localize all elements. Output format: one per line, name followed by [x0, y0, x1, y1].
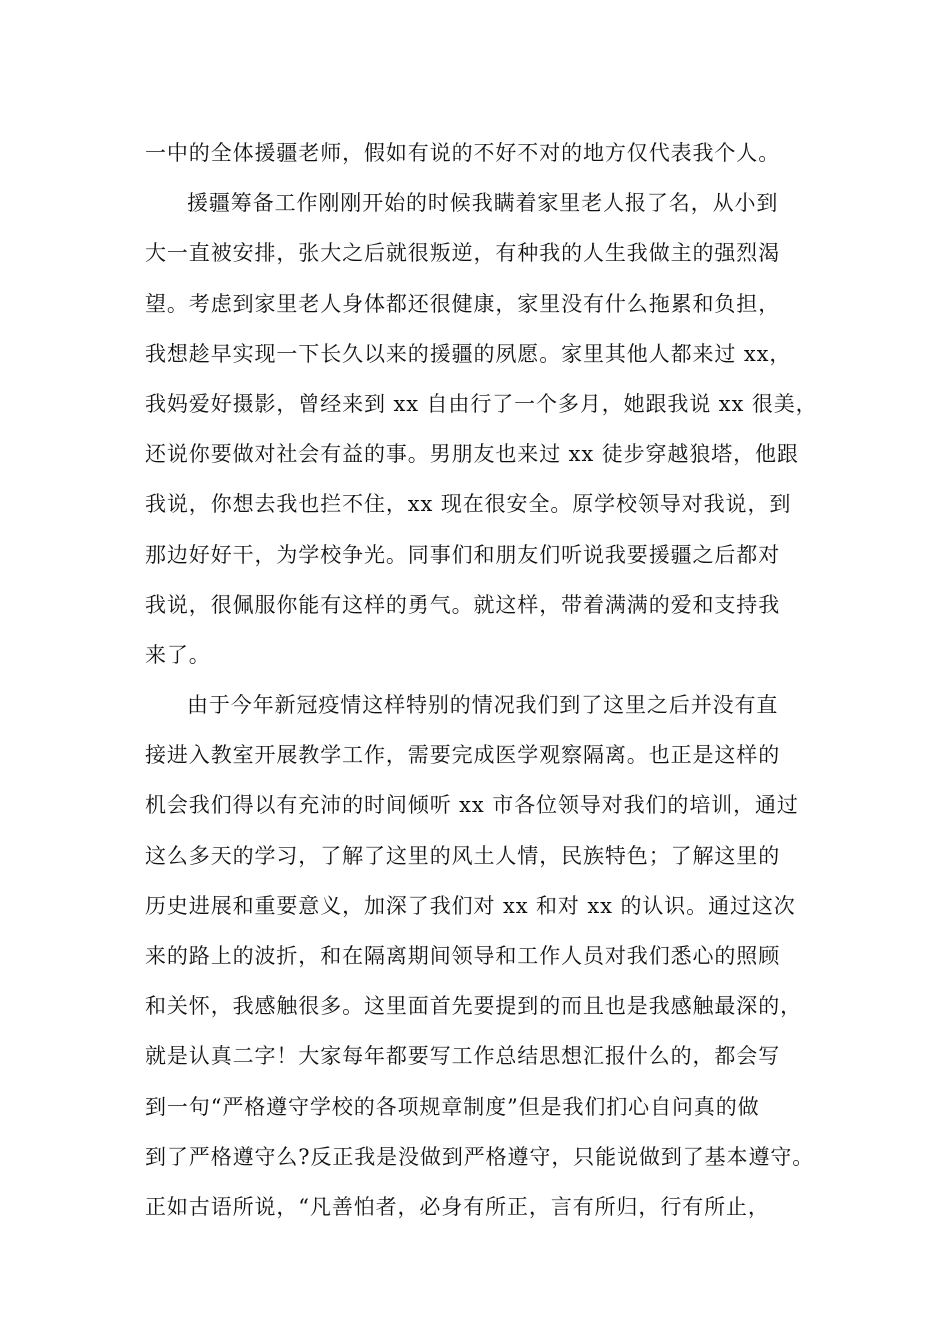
text-line: 还说你要做对社会有益的事。男朋友也来过 xx 徒步穿越狼塔，他跟 [145, 442, 799, 467]
paragraph-first-line: 援疆筹备工作刚刚开始的时候我瞒着家里老人报了名，从小到 [187, 191, 779, 216]
document-body [145, 128, 825, 1232]
text-line: 我说，你想去我也拦不住，xx 现在很安全。原学校领导对我说，到 [145, 492, 792, 517]
text-line: 到了严格遵守么?反正我是没做到严格遵守，只能说做到了基本遵守。 [145, 1144, 815, 1169]
text-line: 就是认真二字！大家每年都要写工作总结思想汇报什么的，都会写 [145, 1044, 781, 1069]
text-line: 正如古语所说，“凡善怕者，必身有所正，言有所归，行有所止， [145, 1194, 770, 1219]
text-line: 望。考虑到家里老人身体都还很健康，家里没有什么拖累和负担， [145, 291, 781, 316]
text-line: 来了。 [145, 642, 211, 667]
text-line: 我想趁早实现一下长久以来的援疆的夙愿。家里其他人都来过 xx， [145, 341, 792, 366]
text-line: 这么多天的学习，了解了这里的风土人情，民族特色；了解这里的 [145, 843, 781, 868]
text-line: 那边好好干，为学校争光。同事们和朋友们听说我要援疆之后都对 [145, 542, 781, 567]
text-line: 来的路上的波折，和在隔离期间领导和工作人员对我们悉心的照顾 [145, 944, 781, 968]
text-line: 历史进展和重要意义，加深了我们对 xx 和对 xx 的认识。通过这次 [145, 893, 796, 918]
text-line: 和关怀，我感触很多。这里面首先要提到的而且也是我感触最深的， [145, 994, 802, 1019]
text-line: 大一直被安排，张大之后就很叛逆，有种我的人生我做主的强烈渴 [145, 241, 781, 266]
text-line: 到一句“严格遵守学校的各项规章制度”但是我们扪心自问真的做 [145, 1094, 760, 1119]
text-line: 一中的全体援疆老师，假如有说的不好不对的地方仅代表我个人。 [145, 141, 781, 165]
text-line: 机会我们得以有充沛的时间倾听 xx 市各位领导对我们的培训，通过 [145, 793, 799, 818]
text-line: 我说，很佩服你能有这样的勇气。就这样，带着满满的爱和支持我 [145, 592, 781, 617]
paragraph-first-line: 由于今年新冠疫情这样特别的情况我们到了这里之后并没有直 [187, 693, 779, 718]
text-line: 我妈爱好摄影，曾经来到 xx 自由行了一个多月，她跟我说 xx 很美， [145, 391, 818, 416]
text-line: 接进入教室开展教学工作，需要完成医学观察隔离。也正是这样的 [145, 743, 781, 768]
